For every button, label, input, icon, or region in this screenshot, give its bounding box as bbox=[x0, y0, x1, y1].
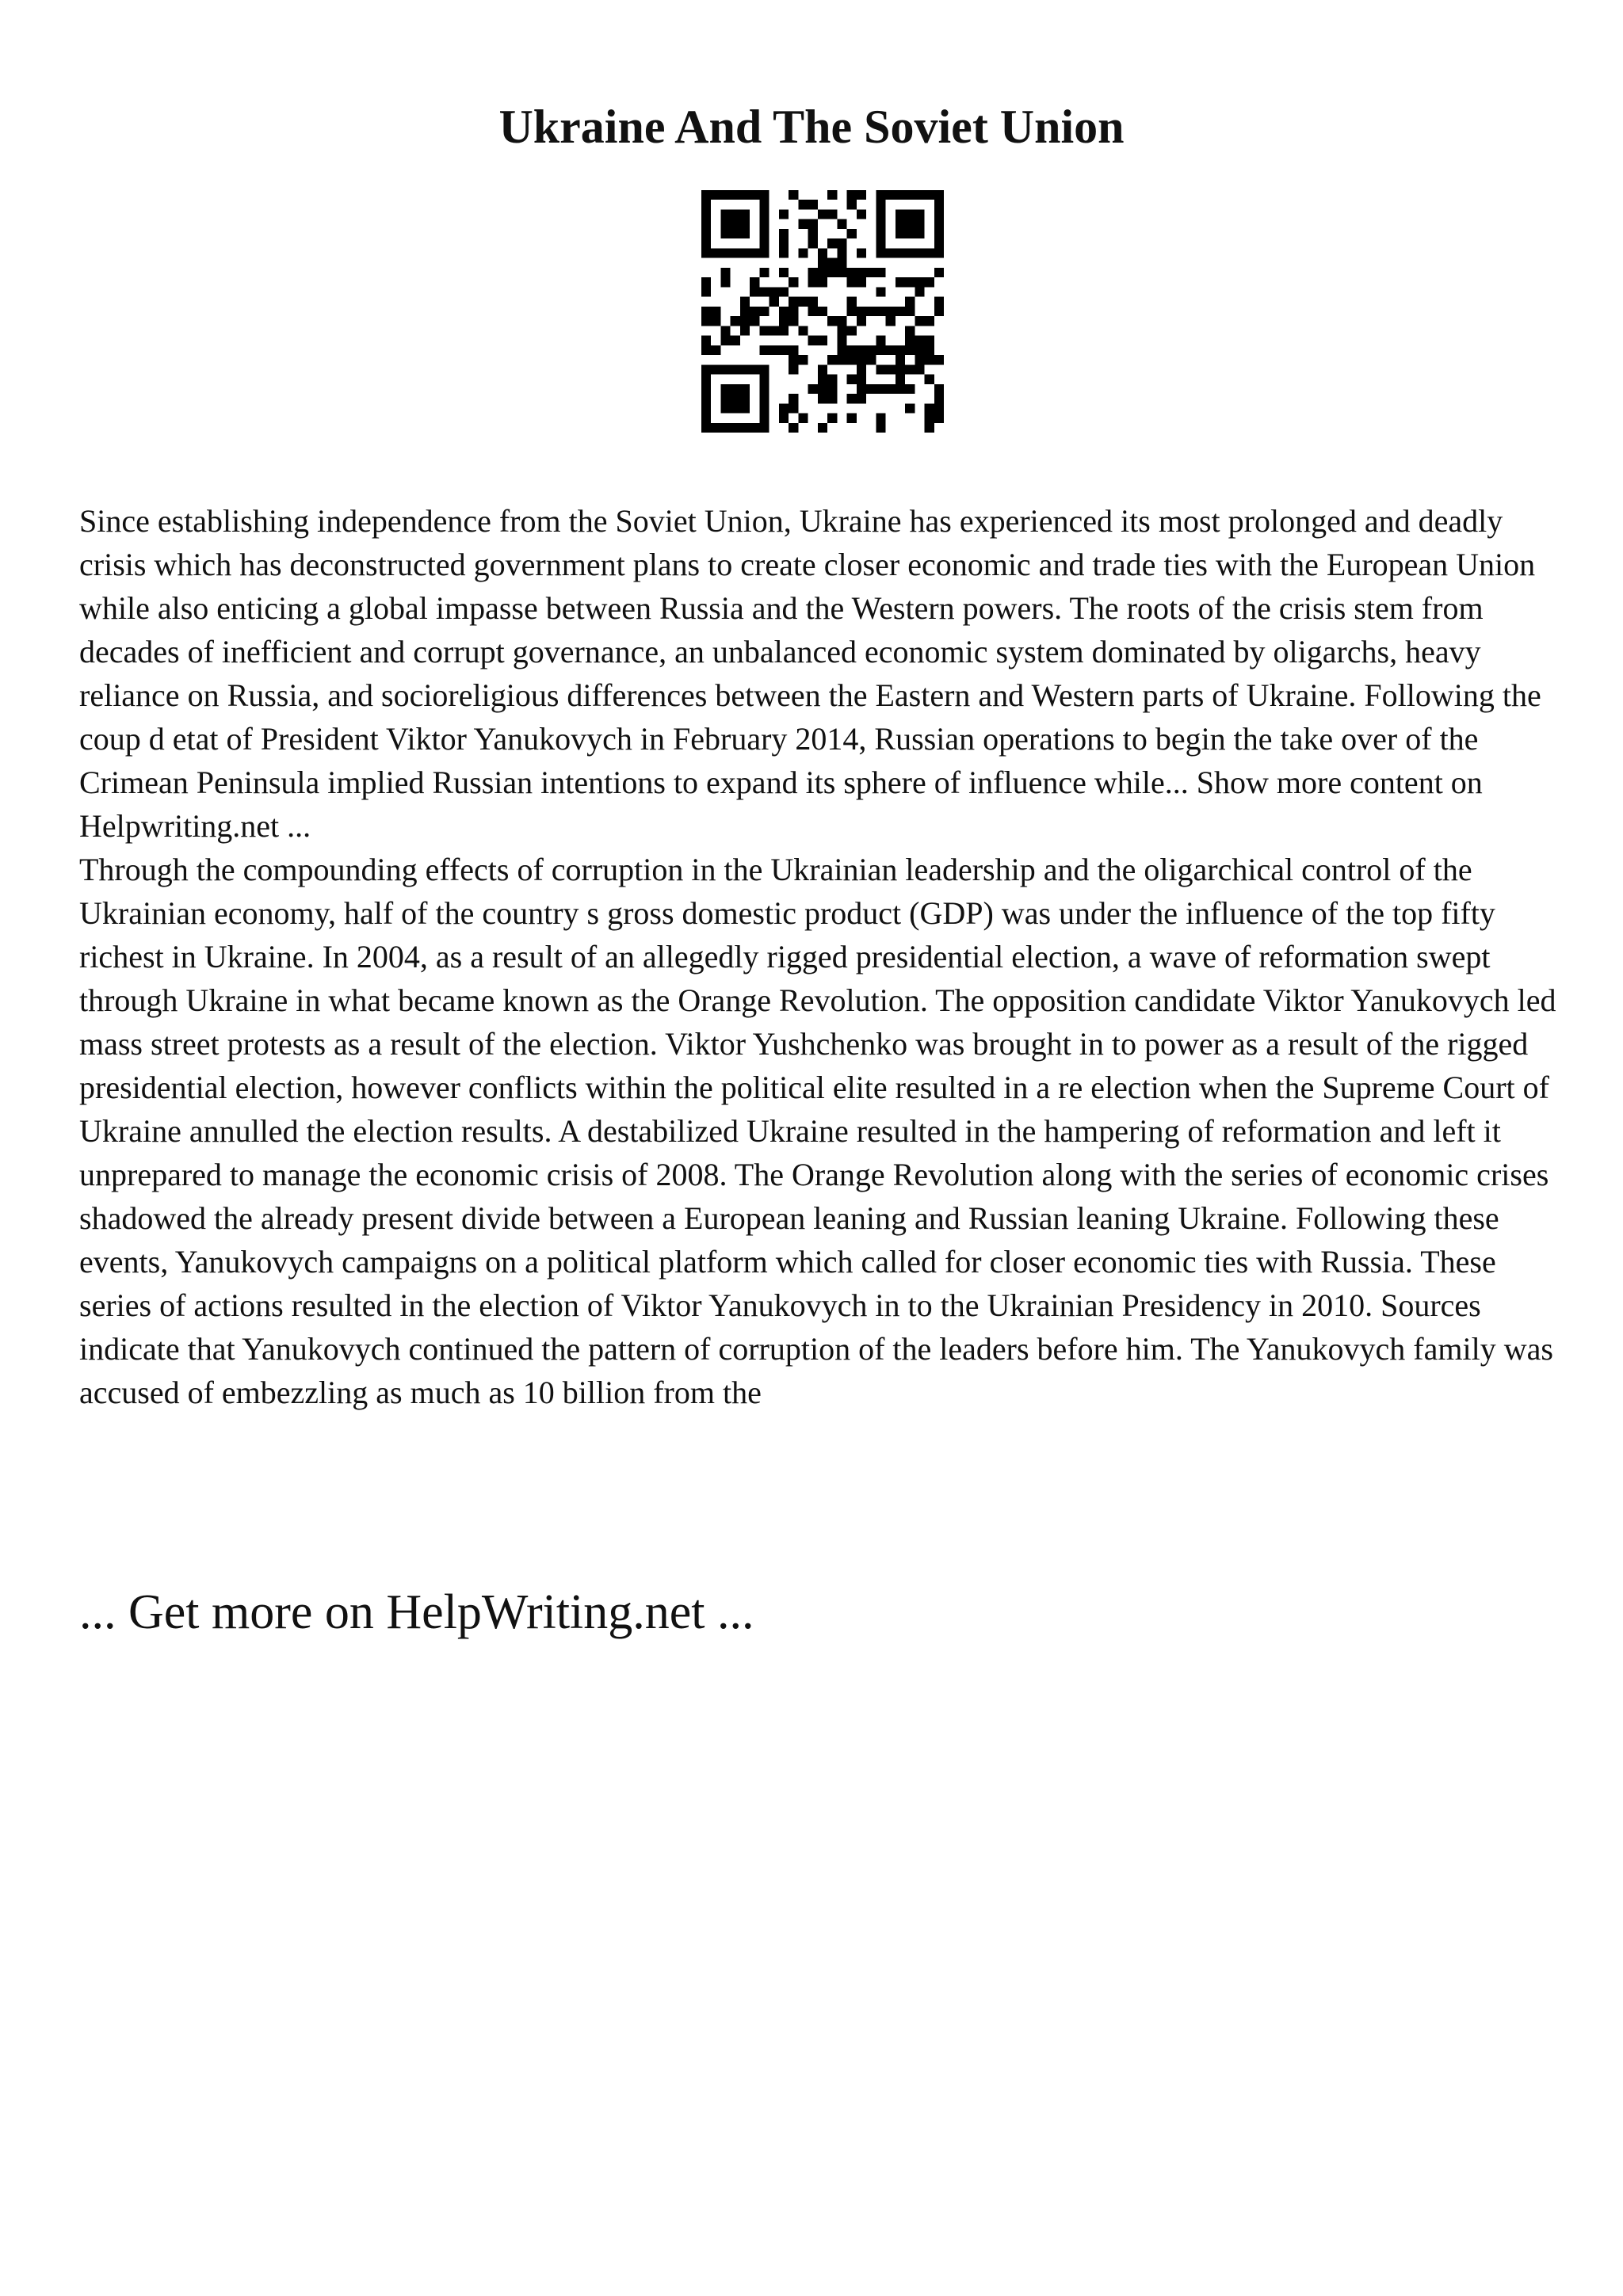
document-title: Ukraine And The Soviet Union bbox=[498, 101, 1125, 153]
paragraph-1: Since establishing independence from the Soviet Union, Ukraine has experienced its most prolonged and deadly crisis which has deconstructed government plans to create closer economic and trade ties with the European Union while also enticing a global impasse between Russia and the Western powers. The roots of the crisis stem from decades of inefficient and corrupt governance, an unbalanced economic system dominated by oligarchs, heavy reliance on Russia, and socioreligious differences between the Eastern and Western parts of Ukraine. Following the coup d etat of President Viktor Yanukovych in February 2014, Russian operations to begin the take over of the Crimean Peninsula implied Russian intentions to expand its sphere of influence while... Show more content on Helpwriting.net ... bbox=[79, 503, 1541, 844]
paragraph-2: Through the compounding effects of corruption in the Ukrainian leadership and the oligarchical control of the Ukrainian economy, half of the country s gross domestic product (GDP) was under the influence of the top fifty richest in Ukraine. In 2004, as a result of an allegedly rigged presidential election, a wave of reformation swept through Ukraine in what became known as the Orange Revolution. The opposition candidate Viktor Yanukovych led mass street protests as a result of the election. Viktor Yushchenko was brought in to power as a result of the rigged presidential election, however conflicts within the political elite resulted in a re election when the Supreme Court of Ukraine annulled the election results. A destabilized Ukraine resulted in the hampering of reformation and left it unprepared to manage the economic crisis of 2008. The Orange Revolution along with the series of economic crises shadowed the already present divide between a European leaning and Russian leaning Ukraine. Following these events, Yanukovych campaigns on a political platform which called for closer economic ties with Russia. These series of actions resulted in the election of Viktor Yanukovych in to the Ukrainian Presidency in 2010. Sources indicate that Yanukovych continued the pattern of corruption of the leaders before him. The Yanukovych family was accused of embezzling as much as 10 billion from the bbox=[79, 852, 1556, 1410]
get-more-link[interactable]: ... Get more on HelpWriting.net ... bbox=[79, 1585, 754, 1639]
article-body bbox=[79, 499, 1569, 1414]
qr-code-icon bbox=[701, 190, 944, 433]
